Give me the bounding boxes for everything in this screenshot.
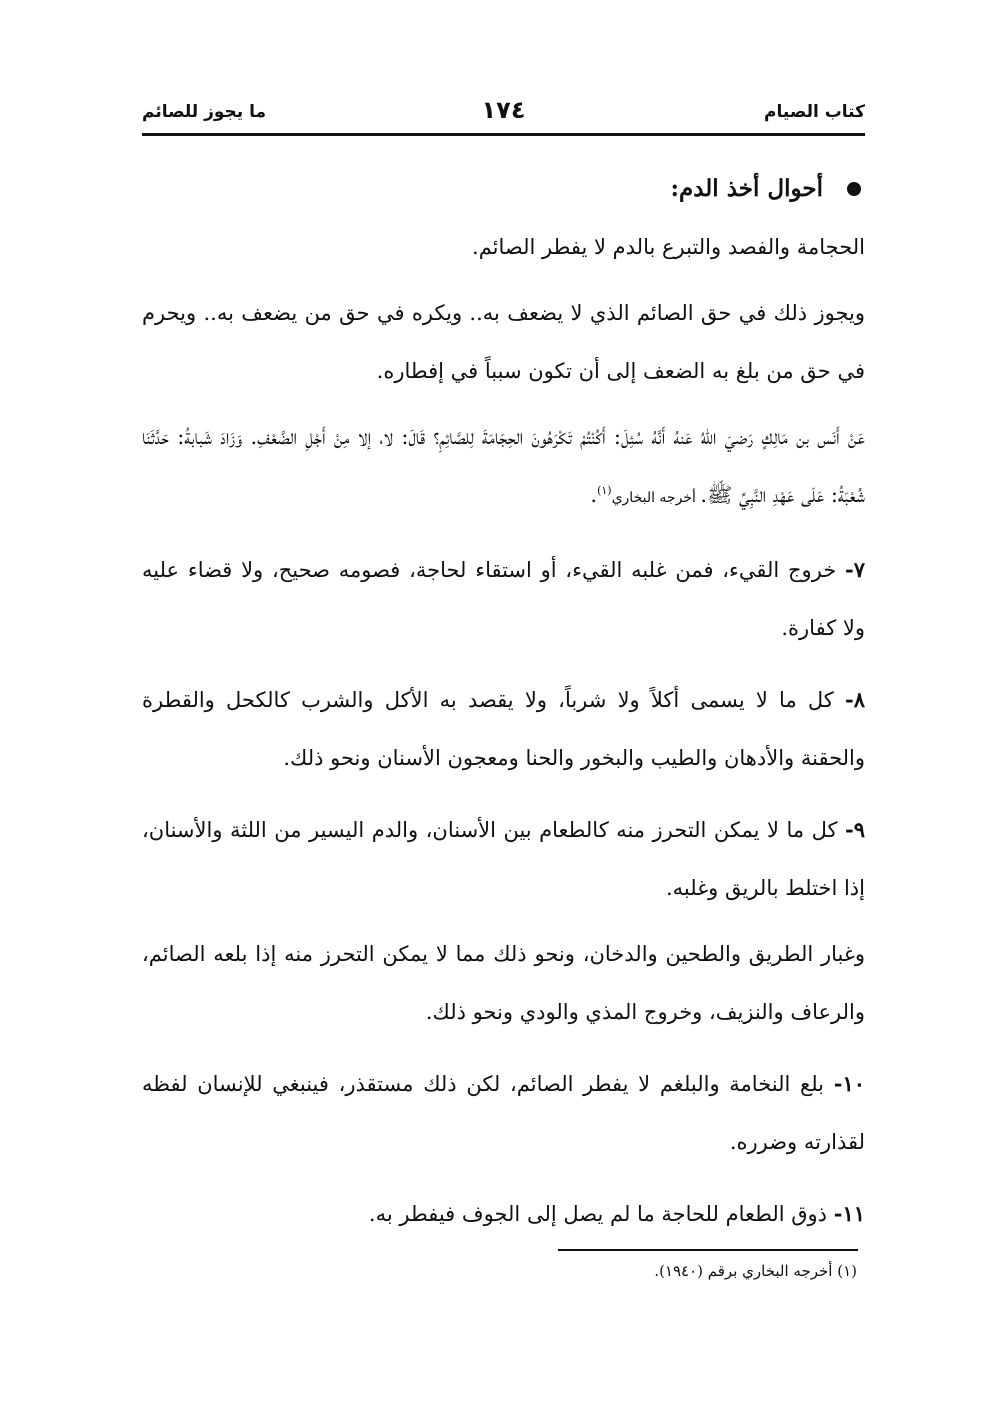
bullet-icon [847, 182, 861, 196]
footnote-rule [558, 1249, 858, 1251]
list-item-9 [142, 801, 865, 917]
list-item-8 [142, 671, 865, 787]
item-number: ٩- [845, 817, 865, 842]
page-number: ١٧٤ [481, 96, 526, 124]
item-number: ٧- [845, 557, 865, 582]
item-number: ١٠- [833, 1071, 865, 1096]
item-text: كل ما لا يمكن التحرز منه كالطعام بين الأسنان، والدم اليسير من اللثة والأسنان، إذا اختلط بالريق وغلبه. [142, 818, 865, 900]
item-text: خروج القيء، فمن غلبه القيء، أو استقاء لحاجة، فصومه صحيح، ولا قضاء عليه ولا كفارة. [142, 558, 865, 640]
item-text: كل ما لا يسمى أكلاً ولا شرباً، ولا يقصد به الأكل والشرب كالكحل والقطرة والحقنة والأدهان والطيب والبخور والحنا ومعجون الأسنان ونحو ذلك. [142, 688, 865, 770]
hadith-text: عَنْ أَنَس بن مَالِكٍ رَضيَ اللهُ عَنهُ أَنَّهُ سُئِلَ: أَكُنْتُمْ تَكْرَهُونَ الحِجَامَةَ لِلصَّائِمِ؟ قَالَ: لا، إلا مِنْ أَجْلِ الضَّعْفِ. وَزَادَ شَبابةُ: حَدَّثَنَا شُعْبَةُ: عَلَى عَهْدِ النَّبِيِّ ﷺ. [142, 425, 865, 507]
paragraph-dust: وغبار الطريق والطحين والدخان، ونحو ذلك مما لا يمكن التحرز منه إذا بلعه الصائم، والرعاف والنزيف، وخروج المذي والودي ونحو ذلك. [142, 942, 865, 1024]
running-header [142, 96, 865, 130]
book-title: كتاب الصيام [764, 102, 865, 122]
list-item-7 [142, 541, 865, 657]
footnote-marker: (١) [597, 484, 612, 497]
paragraph-ruling: ويجوز ذلك في حق الصائم الذي لا يضعف به.. ويكره في حق من يضعف به.. ويحرم في حق من بلغ به الضعف إلى أن تكون سبباً في إفطاره. [142, 301, 865, 383]
hadith-end: . [590, 483, 598, 507]
section-title: ما يجوز للصائم [142, 102, 266, 122]
item-number: ٨- [845, 687, 865, 712]
item-number: ١١- [833, 1201, 865, 1226]
hadith-block [142, 408, 865, 527]
main-text [142, 160, 865, 1243]
list-item-10 [142, 1055, 865, 1171]
item-text: بلع النخامة والبلغم لا يفطر الصائم، لكن ذلك مستقذر، فينبغي للإنسان لفظه لقذارته وضرره. [142, 1072, 865, 1154]
footnote: (١) أخرجه البخاري برقم (١٩٤٠). [654, 1262, 857, 1280]
hadith-source: أخرجه البخاري [611, 490, 701, 506]
item-text: ذوق الطعام للحاجة ما لم يصل إلى الجوف فيفطر به. [368, 1202, 834, 1226]
list-item-11 [142, 1185, 865, 1243]
paragraph-cupping: الحجامة والفصد والتبرع بالدم لا يفطر الصائم. [472, 235, 865, 259]
section-heading [142, 160, 865, 218]
heading-text: أحوال أخذ الدم: [670, 175, 823, 202]
header-rule [142, 133, 865, 136]
